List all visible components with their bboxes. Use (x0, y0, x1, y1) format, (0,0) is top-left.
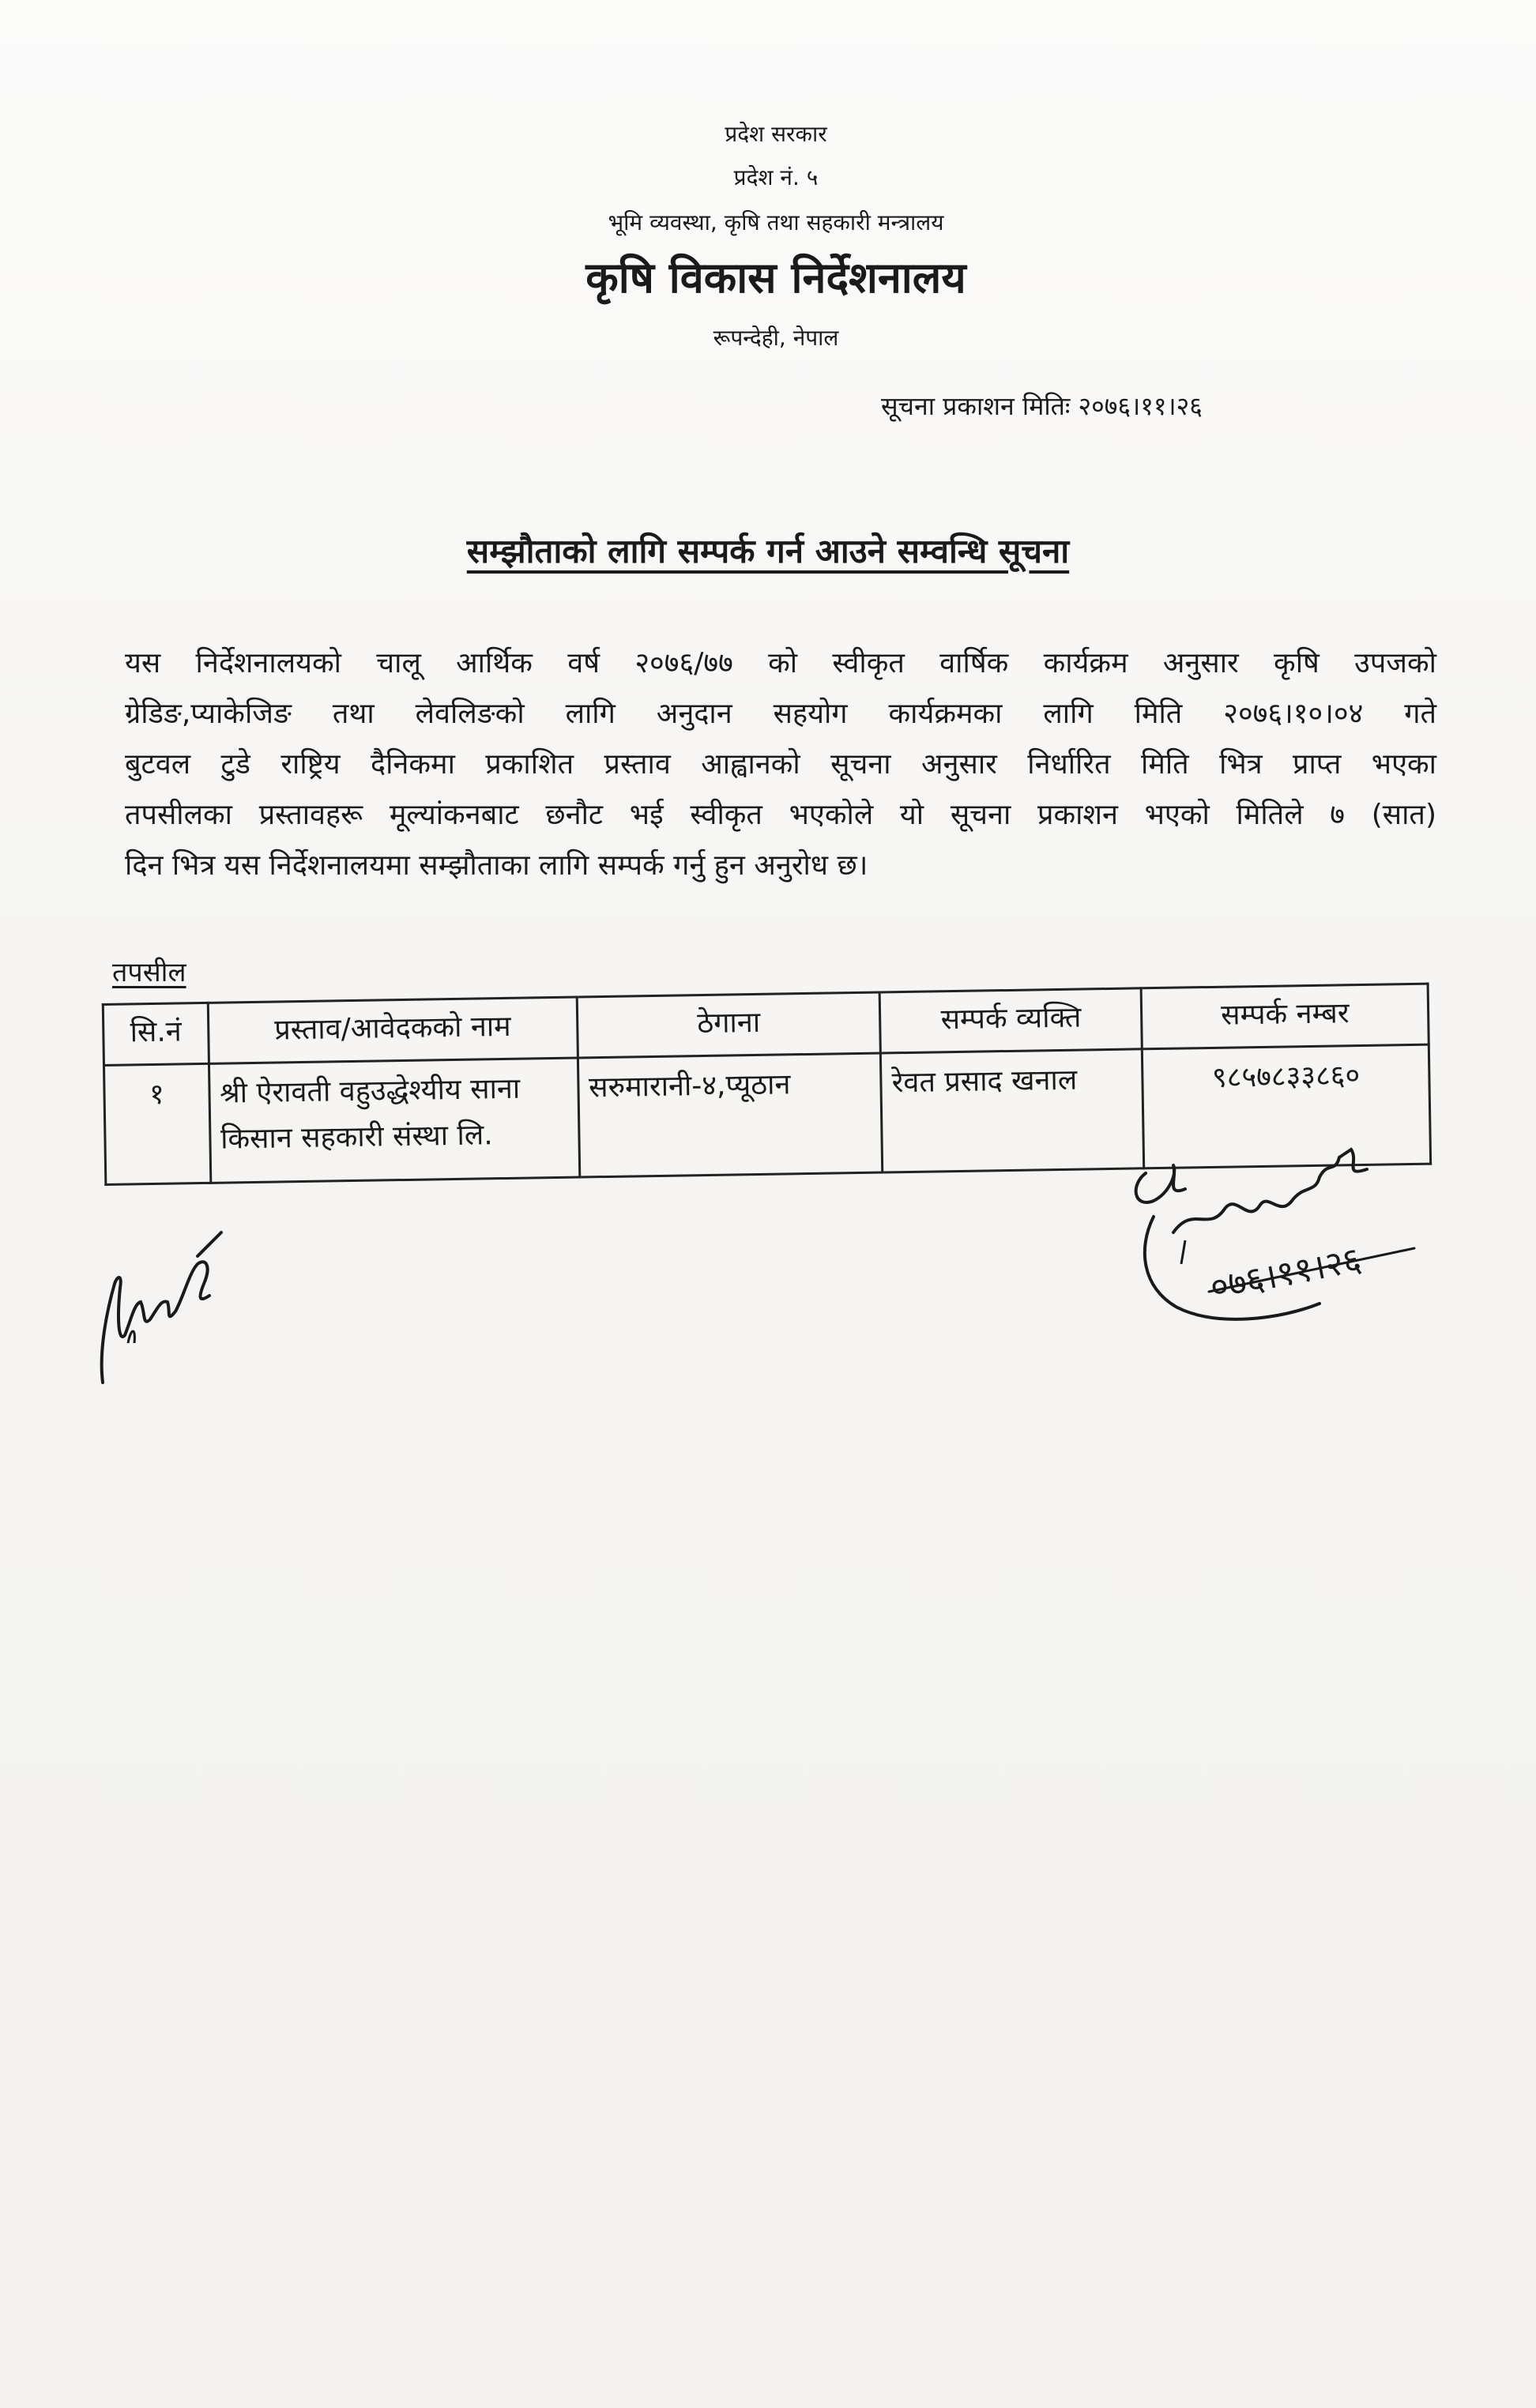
body-line: ग्रेडिङ,प्याकेजिङ तथा लेवलिङको लागि अनुदान सहयोग कार्यक्रमका लागि मिति २०७६।१०।०४ गते (125, 698, 1436, 730)
cell-contact-number: ९८५७८३३८६० (1143, 1044, 1431, 1168)
header-directorate: कृषि विकास निर्देशनालय (585, 253, 966, 303)
cell-applicant-name: श्री ऐरावती वहुउद्धेश्यीय साना किसान सहकारी संस्था लि. (209, 1058, 579, 1183)
header-location: रूपन्देही, नेपाल (713, 325, 839, 351)
body-line: बुटवल टुडे राष्ट्रिय दैनिकमा प्रकाशित प्रस्ताव आह्वानको सूचना अनुसार निर्धारित मिति भित्र प्राप्त भएका (125, 748, 1436, 781)
initials-signature-icon (79, 1209, 237, 1398)
cell-address: सरुमारानी-४,प्यूठान (578, 1053, 883, 1177)
body-line: यस निर्देशनालयको चालू आर्थिक वर्ष २०७६/७७ को स्वीकृत वार्षिक कार्यक्रम अनुसार कृषि उपजको (125, 647, 1436, 679)
header-ministry: भूमि व्यवस्था, कृषि तथा सहकारी मन्त्रालय (608, 209, 944, 235)
header-address: ठेगाना (577, 992, 881, 1058)
notice-publish-date: सूचना प्रकाशन मितिः २०७६।११।२६ (881, 391, 1203, 421)
official-signature-icon (1098, 1130, 1438, 1351)
header-contact-person: सम्पर्क व्यक्ति (879, 988, 1142, 1053)
header-applicant-name: प्रस्ताव/आवेदकको नाम (208, 997, 578, 1063)
body-line: दिन भित्र यस निर्देशनालयमा सम्झौताका लागि सम्पर्क गर्नु हुन अनुरोध छ। (125, 849, 868, 882)
header-serial: सि.नं (103, 1003, 209, 1065)
table-label: तपसील (112, 957, 186, 988)
body-line: तपसीलका प्रस्तावहरू मूल्यांकनबाट छनौट भई स्वीकृत भएकोले यो सूचना प्रकाशन भएको मितिले ७ (सात) (125, 799, 1436, 831)
header-province: प्रदेश नं. ५ (733, 164, 819, 190)
cell-contact-person: रेवत प्रसाद खनाल (881, 1049, 1145, 1172)
header-contact-number: सम्पर्क नम्बर (1142, 984, 1429, 1049)
signature-date: ०७६।११।२६ (1207, 1239, 1365, 1308)
notice-title: सम्झौताको लागि सम्पर्क गर्न आउने सम्वन्धि सूचना (466, 532, 1070, 570)
header-government: प्रदेश सरकार (725, 121, 827, 147)
notice-body (125, 638, 1436, 891)
cell-serial: १ (104, 1063, 210, 1184)
